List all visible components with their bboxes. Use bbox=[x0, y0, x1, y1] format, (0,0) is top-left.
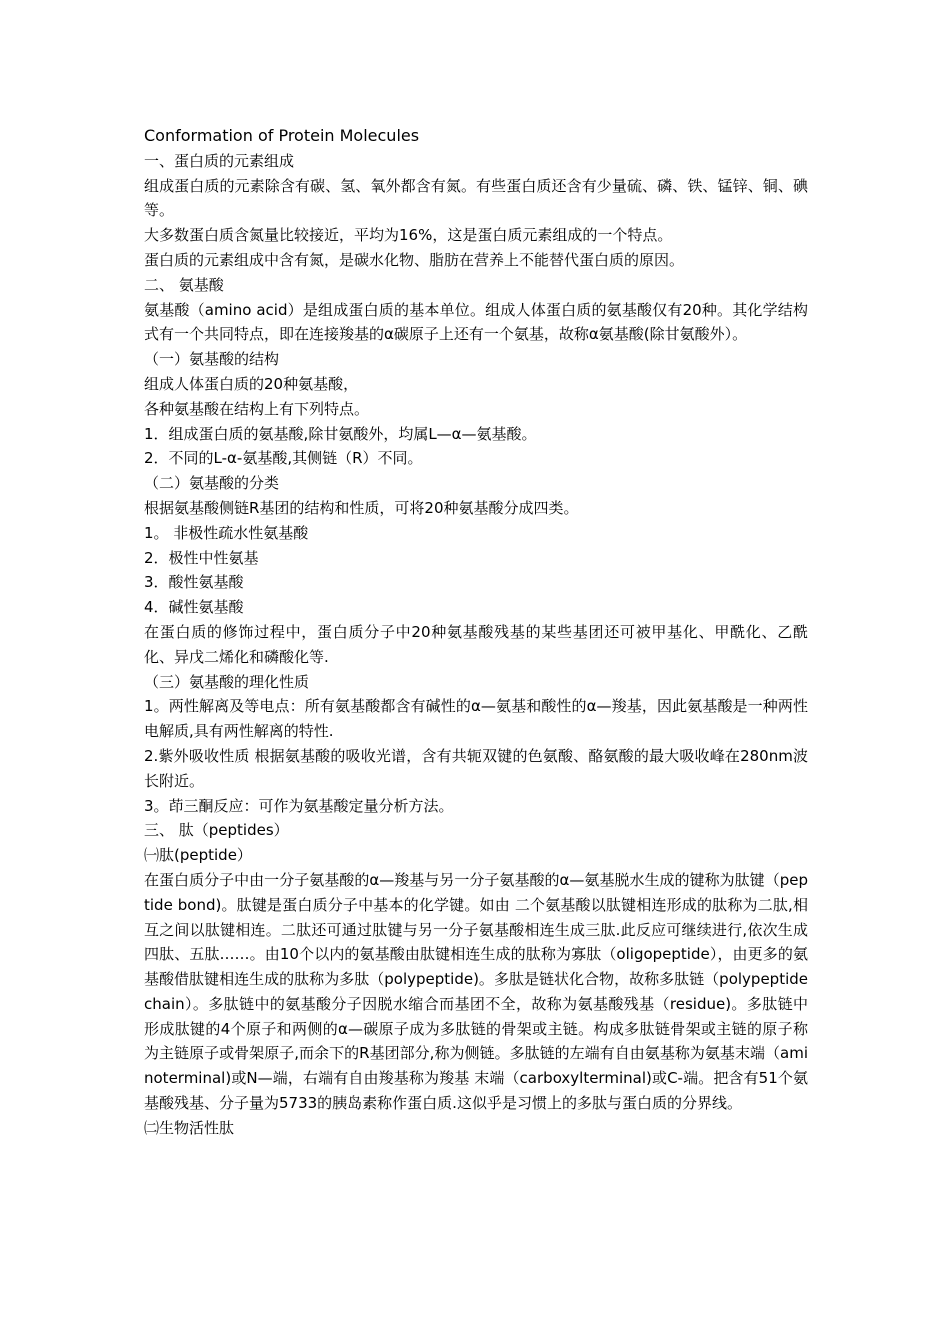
section-heading-elements: 一、蛋白质的元素组成 bbox=[144, 151, 295, 170]
subsection-heading: ㈡生物活性肽 bbox=[144, 1118, 235, 1137]
list-item: 1。 非极性疏水性氨基酸 bbox=[144, 523, 309, 542]
list-item: 2．极性中性氨基 bbox=[144, 548, 259, 567]
paragraph: 各种氨基酸在结构上有下列特点。 bbox=[144, 399, 370, 418]
list-item: 4．碱性氨基酸 bbox=[144, 598, 244, 617]
list-item: 2.紫外吸收性质 根据氨基酸的吸收光谱，含有共轭双键的色氨酸、酪氨酸的最大吸收峰在280nm波长附近。 bbox=[144, 746, 808, 790]
paragraph: 蛋白质的元素组成中含有氮，是碳水化物、脂肪在营养上不能替代蛋白质的原因。 bbox=[144, 250, 685, 269]
paragraph: 氨基酸（amino acid）是组成蛋白质的基本单位。组成人体蛋白质的氨基酸仅有20种。其化学结构式有一个共同特点，即在连接羧基的α碳原子上还有一个氨基，故称α氨基酸(除甘氨酸外）。 bbox=[144, 300, 808, 344]
subsection-heading: （一）氨基酸的结构 bbox=[144, 350, 280, 369]
paragraph: 在蛋白质的修饰过程中，蛋白质分子中20种氨基酸残基的某些基团还可被甲基化、甲酰化、乙酰化、异戊二烯化和磷酸化等. bbox=[144, 622, 808, 666]
document-page bbox=[144, 124, 808, 1141]
list-item: 3．酸性氨基酸 bbox=[144, 573, 244, 592]
paragraph: 大多数蛋白质含氮量比较接近，平均为16%，这是蛋白质元素组成的一个特点。 bbox=[144, 226, 673, 245]
section-heading-amino-acids: 二、 氨基酸 bbox=[144, 275, 224, 294]
paragraph: 组成人体蛋白质的20种氨基酸， bbox=[144, 374, 359, 393]
paragraph: 根据氨基酸侧链R基团的结构和性质，可将20种氨基酸分成四类。 bbox=[144, 498, 579, 517]
paragraph: 组成蛋白质的元素除含有碳、氢、氧外都含有氮。有些蛋白质还含有少量硫、磷、铁、锰锌、铜、碘等。 bbox=[144, 176, 808, 220]
subsection-heading: （三）氨基酸的理化性质 bbox=[144, 672, 310, 691]
list-item: 1．组成蛋白质的氨基酸,除甘氨酸外，均属L—α—氨基酸。 bbox=[144, 424, 537, 443]
subsection-heading: ㈠肽(peptide） bbox=[144, 846, 252, 865]
list-item: 2．不同的L-α-氨基酸,其侧链（R）不同。 bbox=[144, 449, 423, 468]
list-item: 1。两性解离及等电点：所有氨基酸都含有碱性的α—氨基和酸性的α—羧基，因此氨基酸是一种两性电解质,具有两性解离的特性. bbox=[144, 697, 808, 741]
paragraph: 在蛋白质分子中由一分子氨基酸的α—羧基与另一分子氨基酸的α—氨基脱水生成的键称为肽键（peptide bond)。肽键是蛋白质分子中基本的化学键。如由 二个氨基酸以肽键相连形成的肽称为二肽,相互之间以肽键相连。二肽还可通过肽键与另一分子氨基酸相连生成三肽.此反应可继续进行,依次生成四肽、五肽……。由10个以内的氨基酸由肽键相连生成的肽称为寡肽（oligopeptide），由更多的氨基酸借肽键相连生成的肽称为多肽（polypeptide)。多肽是链状化合物，故称多肽链（polypeptide chain）。多肽链中的氨基酸分子因脱水缩合而基团不全，故称为氨基酸残基（residue)。多肽链中形成肽键的4个原子和两侧的α—碳原子成为多肽链的骨架或主链。构成多肽链骨架或主链的原子称为主链原子或骨架原子,而余下的R基团部分,称为侧链。多肽链的左端有自由氨基称为氨基末端（aminoterminal)或N—端，右端有自由羧基称为羧基 末端（carboxylterminal)或C-端。把含有51个氨基酸残基、分子量为5733的胰岛素称作蛋白质.这似乎是习惯上的多肽与蛋白质的分界线。 bbox=[144, 870, 808, 1113]
list-item: 3。茚三酮反应：可作为氨基酸定量分析方法。 bbox=[144, 796, 454, 815]
document-title: Conformation of Protein Molecules bbox=[144, 126, 420, 145]
section-heading-peptides: 三、 肽（peptides） bbox=[144, 821, 289, 840]
subsection-heading: （二）氨基酸的分类 bbox=[144, 474, 280, 493]
